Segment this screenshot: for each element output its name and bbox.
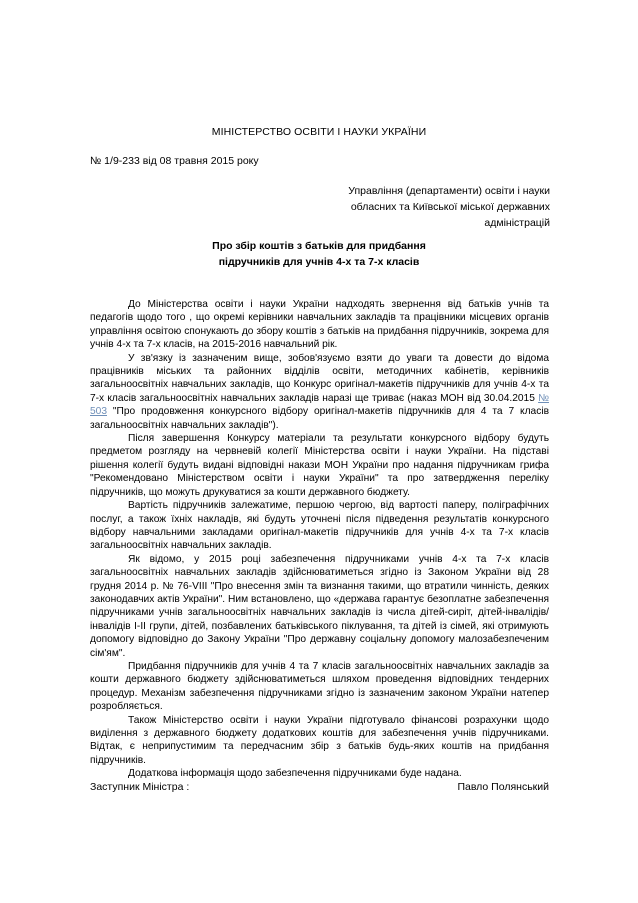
addressee-line: обласних та Київської міської державних [350, 201, 550, 213]
body-text: "Про продовження конкурсного відбору оригінал-макетів підручників для 4 та 7 класів загальноосвітніх навчальних закладів"). [90, 406, 549, 431]
subject-line: Про збір коштів з батьків для придбання [212, 240, 426, 252]
body-paragraph: Також Міністерство освіти і науки України підготувало фінансові розрахунки щодо виділення з державного бюджету додаткових коштів для забезпечення учнів підручниками. Відтак, є неприпустимим та передчасним збір з батьків будь-яких коштів на придбання підручників. [90, 714, 549, 766]
body-paragraph: Вартість підручників залежатиме, першою чергою, від вартості паперу, поліграфічних послуг, а також їхніх накладів, які будуть уточнені після підведення результатів конкурсного відбору навчальними закладами оригінал-макетів підручників для учнів 4-х та 7-х класів загальноосвітніх навчальних закладів. [90, 500, 549, 552]
body-paragraph: Після завершення Конкурсу матеріали та результати конкурсного відбору будуть предметом розгляду на червневій колегії Міністерства освіти і науки України. На підставі рішення колегії будуть видані відповідні накази МОН України про надання підручникам грифа "Рекомендовано Міністерством освіти і науки України" та про затвердження переліку підручників, що можуть друкуватися за кошти державного бюджету. [90, 433, 549, 498]
body-paragraph: Додаткова інформація щодо забезпечення підручниками буде надана. [128, 768, 462, 780]
addressee-line: Управління (департаменти) освіти і науки [348, 185, 550, 197]
body-text: У зв'язку із зазначеним вище, зобов'язуємо взяти до уваги та довести до відома працівників міських та районних відділів освіти, методичних кабінетів, керівників загальноосвітніх навчальних закладів, що Конкурс оригінал-макетів підручників для учнів 4-х та 7-х класів загальноосвітніх навчальних закладів наразі ще триває (наказ МОН від 30.04.2015 [90, 352, 549, 404]
body-paragraph [90, 352, 549, 432]
signatory-title: Заступник Міністра : [90, 781, 190, 793]
addressee-line: адміністрацій [484, 217, 550, 229]
addressee-block [250, 183, 550, 231]
document-number: № 1/9-233 від 08 травня 2015 року [90, 155, 259, 167]
subject-heading [0, 238, 638, 270]
signature-block [90, 781, 549, 793]
letter-body [90, 298, 549, 781]
ministry-title: МІНІСТЕРСТВО ОСВІТИ І НАУКИ УКРАЇНИ [211, 126, 427, 138]
order-503-link[interactable]: № 503 [90, 392, 549, 418]
body-paragraph: Як відомо, у 2015 році забезпечення підручниками учнів 4-х та 7-х класів загальноосвітніх навчальних закладів здійснюватиметься згідно із Законом України від 28 грудня 2014 р. № 76-VIII "Про внесення змін та визнання такими, що втратили чинність, деяких законодавчих актів України". Ним встановлено, що «держава гарантує безоплатне забезпечення підручниками учнів загальноосвітніх навчальних закладів із числа дітей-сиріт, дітей-інвалідів/інвалідів І-ІІ групи, дітей, позбавлених батьківського піклування, та дітей із сімей, які отримують допомогу відповідно до Закону України "Про державну соціальну допомогу малозабезпеченим сім'ям". [90, 553, 549, 659]
signatory-name: Павло Полянський [457, 781, 549, 793]
subject-line: підручників для учнів 4-х та 7-х класів [218, 256, 420, 268]
body-paragraph: Придбання підручників для учнів 4 та 7 класів загальноосвітніх навчальних закладів за кошти державного бюджету здійснюватиметься шляхом проведення відповідних тендерних процедур. Механізм забезпечення підручниками згідно із зазначеним законом України натепер розробляється. [90, 660, 549, 713]
body-paragraph: До Міністерства освіти і науки України надходять звернення від батьків учнів та педагогів щодо того , що окремі керівники навчальних закладів та працівники місцевих органів управління освітою спонукають до збору коштів з батьків на придбання підручників, зокрема для учнів 4-х та 7-х класів, на 2015-2016 навчальний рік. [90, 299, 549, 351]
